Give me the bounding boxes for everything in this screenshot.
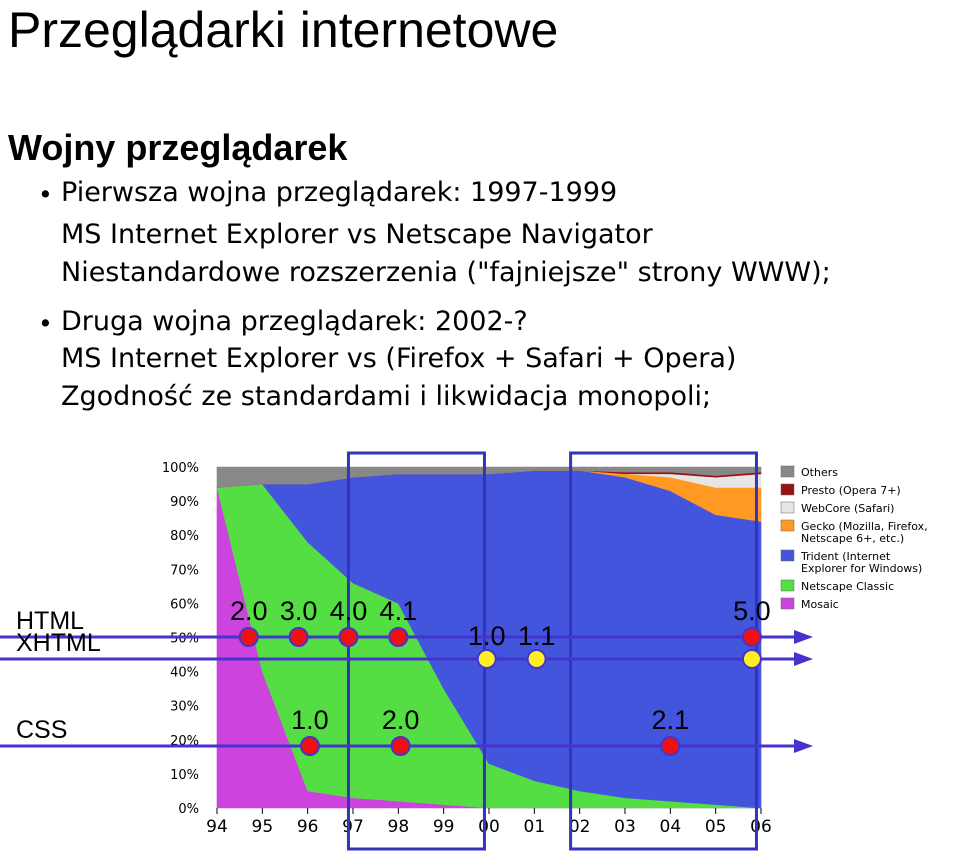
timeline-name: XHTML [16, 629, 101, 657]
version-label: 2.1 [651, 705, 690, 735]
timeline-arrow [794, 630, 813, 644]
bullet-icon: • [38, 309, 53, 338]
version-marker [528, 650, 546, 668]
version-marker [392, 737, 410, 755]
version-label: 1.0 [291, 705, 329, 735]
x-tick-label: 01 [523, 817, 546, 837]
legend-label: Mosaic [801, 598, 839, 611]
version-marker [290, 628, 308, 646]
x-tick-label: 04 [659, 817, 682, 837]
version-marker [339, 628, 357, 646]
timeline-name: HTML [16, 607, 85, 635]
legend-swatch [781, 520, 794, 531]
version-label: 1.0 [467, 621, 506, 651]
y-tick-label: 40% [170, 665, 199, 681]
timeline-arrow [794, 739, 813, 753]
y-tick-label: 0% [178, 802, 199, 817]
legend-swatch [781, 580, 794, 591]
version-label: 1.1 [517, 621, 556, 651]
y-tick-label: 20% [170, 733, 199, 749]
y-tick-label: 70% [170, 563, 199, 579]
legend [781, 466, 928, 611]
legend-label: Netscape Classic [801, 580, 895, 593]
legend-label: Others [801, 466, 838, 479]
section-subtitle: Wojny przeglądarek [8, 127, 348, 168]
y-tick-label: 60% [170, 597, 199, 613]
version-marker [743, 650, 761, 668]
version-label: 5.0 [733, 596, 771, 626]
version-label: 3.0 [279, 596, 318, 626]
y-tick-label: 100% [161, 461, 199, 476]
y-axis [162, 461, 199, 817]
x-tick-label: 02 [568, 817, 591, 837]
y-tick-label: 90% [170, 495, 199, 511]
y-tick-label: 50% [170, 631, 199, 647]
bullet-line: MS Internet Explorer vs (Firefox + Safari + Opera) [61, 343, 737, 374]
legend-label: Presto (Opera 7+) [801, 484, 901, 497]
bullet-line: Druga wojna przeglądarek: 2002-? [61, 306, 528, 337]
timeline-arrow [794, 652, 813, 666]
version-marker [478, 650, 496, 668]
version-marker [389, 628, 407, 646]
x-tick-label: 00 [478, 817, 500, 837]
version-marker [240, 628, 258, 646]
x-axis [206, 808, 772, 837]
x-tick-label: 98 [387, 817, 410, 837]
version-marker [661, 737, 679, 755]
version-label: 4.1 [379, 596, 418, 626]
page-title: Przeglądarki internetowe [8, 2, 559, 58]
version-label: 4.0 [329, 596, 368, 626]
x-tick-label: 99 [432, 817, 455, 837]
legend-swatch [781, 466, 794, 477]
legend-label: Trident (Internet Explorer for Windows) [801, 550, 923, 575]
x-tick-label: 05 [704, 817, 727, 837]
x-tick-label: 03 [614, 817, 636, 837]
y-tick-label: 10% [170, 767, 199, 783]
x-tick-label: 06 [750, 817, 772, 837]
version-marker [301, 737, 319, 755]
legend-swatch [781, 502, 794, 513]
legend-label: WebCore (Safari) [801, 502, 895, 515]
bullet-line: Pierwsza wojna przeglądarek: 1997-1999 [61, 177, 618, 208]
bullet-line: MS Internet Explorer vs Netscape Navigator [61, 219, 653, 250]
legend-label: Gecko (Mozilla, Firefox, Netscape 6+, etc.) [801, 520, 928, 545]
version-label: 2.0 [381, 705, 420, 735]
version-label: 2.0 [229, 596, 268, 626]
x-tick-label: 95 [251, 817, 274, 837]
bullet-line: Zgodność ze standardami i likwidacja monopoli; [61, 381, 712, 412]
legend-swatch [781, 550, 794, 561]
legend-swatch [781, 484, 794, 495]
version-marker [743, 628, 761, 646]
x-tick-label: 94 [206, 817, 228, 837]
timeline-name: CSS [16, 716, 68, 744]
bullet-line: Niestandardowe rozszerzenia ("fajniejsze" strony WWW); [61, 257, 831, 288]
x-tick-label: 97 [342, 817, 364, 837]
legend-swatch [781, 598, 794, 609]
bullet-icon: • [38, 180, 53, 209]
y-tick-label: 80% [170, 529, 199, 545]
y-tick-label: 30% [170, 699, 199, 715]
x-tick-label: 96 [296, 817, 319, 837]
